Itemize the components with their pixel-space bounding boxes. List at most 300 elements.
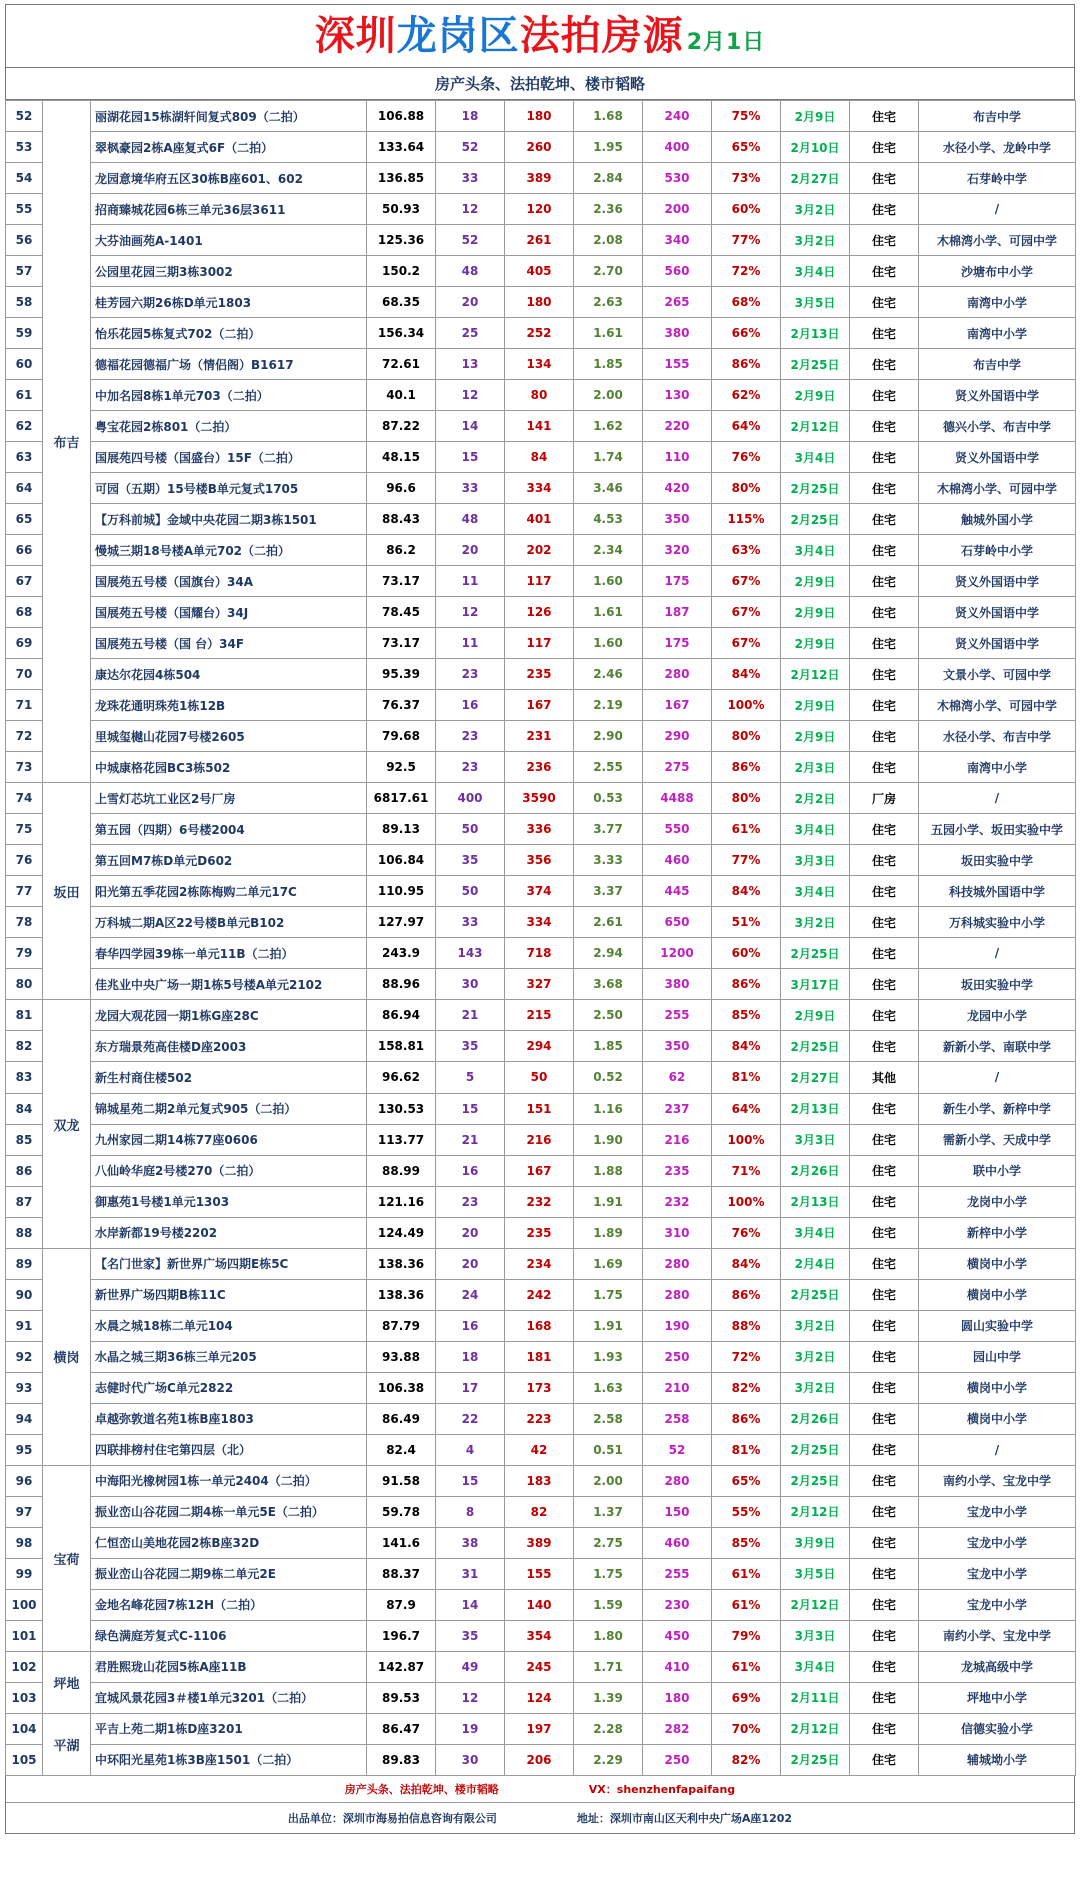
property-name: 慢城三期18号楼A单元702（二拍） [91, 535, 367, 566]
discount-ratio: 67% [712, 628, 781, 659]
area: 133.64 [367, 132, 436, 163]
starting-price: 126 [505, 597, 574, 628]
bidder-count: 52 [436, 225, 505, 256]
auction-date: 3月2日 [781, 194, 850, 225]
auction-date: 2月25日 [781, 1279, 850, 1310]
school-district: 水径小学、布吉中学 [919, 721, 1076, 752]
bidder-count: 30 [436, 969, 505, 1000]
bidder-count: 8 [436, 1496, 505, 1527]
discount-ratio: 64% [712, 1093, 781, 1124]
school-district: 需新小学、天成中学 [919, 1124, 1076, 1155]
discount-ratio: 71% [712, 1155, 781, 1186]
school-district: 新梓中小学 [919, 1217, 1076, 1248]
property-name: 佳兆业中央广场一期1栋5号楼A单元2102 [91, 969, 367, 1000]
appraised-value: 420 [643, 473, 712, 504]
school-district: 南约小学、宝龙中学 [919, 1465, 1076, 1496]
footer-slogan-row [6, 1776, 1074, 1803]
starting-price: 124 [505, 1682, 574, 1713]
row-number: 100 [6, 1589, 43, 1620]
property-name: 东方瑞景苑高佳楼D座2003 [91, 1031, 367, 1062]
appraised-value: 240 [643, 101, 712, 132]
table-row [6, 1248, 1076, 1279]
appraised-value: 220 [643, 411, 712, 442]
school-district: 坂田实验中学 [919, 969, 1076, 1000]
discount-ratio: 61% [712, 1558, 781, 1589]
appraised-value: 110 [643, 442, 712, 473]
unit-price: 0.51 [574, 1434, 643, 1465]
row-number: 71 [6, 690, 43, 721]
starting-price: 235 [505, 1217, 574, 1248]
appraised-value: 350 [643, 504, 712, 535]
unit-price: 1.39 [574, 1682, 643, 1713]
row-number: 69 [6, 628, 43, 659]
bidder-count: 400 [436, 783, 505, 814]
property-name: 君胜熙珑山花园5栋A座11B [91, 1651, 367, 1682]
starting-price: 356 [505, 845, 574, 876]
property-name: 丽湖花园15栋湖轩间复式809（二拍） [91, 101, 367, 132]
property-name: 阳光第五季花园2栋陈梅购二单元17C [91, 876, 367, 907]
starting-price: 389 [505, 163, 574, 194]
starting-price: 374 [505, 876, 574, 907]
table-row [6, 1217, 1076, 1248]
unit-price: 2.28 [574, 1713, 643, 1744]
property-type: 住宅 [850, 1093, 919, 1124]
unit-price: 1.16 [574, 1093, 643, 1124]
unit-price: 2.08 [574, 225, 643, 256]
property-name: 公园里花园三期3栋3002 [91, 256, 367, 287]
area: 76.37 [367, 690, 436, 721]
school-district: 万科城实验中小学 [919, 907, 1076, 938]
bidder-count: 13 [436, 349, 505, 380]
row-number: 62 [6, 411, 43, 442]
starting-price: 389 [505, 1527, 574, 1558]
district-cell: 横岗 [43, 1248, 91, 1465]
auction-date: 2月27日 [781, 1062, 850, 1093]
appraised-value: 175 [643, 566, 712, 597]
discount-ratio: 67% [712, 597, 781, 628]
unit-price: 1.80 [574, 1620, 643, 1651]
row-number: 87 [6, 1186, 43, 1217]
auction-date: 2月10日 [781, 132, 850, 163]
unit-price: 2.50 [574, 1000, 643, 1031]
starting-price: 235 [505, 659, 574, 690]
auction-date: 2月25日 [781, 938, 850, 969]
school-district: 南湾中小学 [919, 752, 1076, 783]
discount-ratio: 70% [712, 1713, 781, 1744]
property-type: 住宅 [850, 318, 919, 349]
page-subtitle: 房产头条、法拍乾坤、楼市韬略 [5, 68, 1075, 100]
auction-date: 3月4日 [781, 442, 850, 473]
property-type: 住宅 [850, 163, 919, 194]
property-name: 国展苑四号楼（国盛台）15F（二拍） [91, 442, 367, 473]
row-number: 95 [6, 1434, 43, 1465]
area: 196.7 [367, 1620, 436, 1651]
auction-date: 2月9日 [781, 380, 850, 411]
table-row [6, 194, 1076, 225]
bidder-count: 48 [436, 504, 505, 535]
bidder-count: 33 [436, 163, 505, 194]
property-name: 上雪灯芯坑工业区2号厂房 [91, 783, 367, 814]
row-number: 99 [6, 1558, 43, 1589]
school-district: 龙园中小学 [919, 1000, 1076, 1031]
starting-price: 117 [505, 628, 574, 659]
footer-wechat: VX：shenzhenfapaifang [588, 1782, 736, 1796]
table-row [6, 628, 1076, 659]
auction-date: 2月9日 [781, 628, 850, 659]
table-row [6, 349, 1076, 380]
discount-ratio: 77% [712, 225, 781, 256]
unit-price: 0.52 [574, 1062, 643, 1093]
unit-price: 2.63 [574, 287, 643, 318]
school-district: 龙岗中小学 [919, 1186, 1076, 1217]
auction-date: 2月12日 [781, 1496, 850, 1527]
property-type: 住宅 [850, 101, 919, 132]
row-number: 54 [6, 163, 43, 194]
property-name: 【名门世家】新世界广场四期E栋5C [91, 1248, 367, 1279]
property-type: 住宅 [850, 132, 919, 163]
bidder-count: 18 [436, 1341, 505, 1372]
area: 243.9 [367, 938, 436, 969]
starting-price: 206 [505, 1744, 574, 1775]
property-name: 仁恒峦山美地花园2栋B座32D [91, 1527, 367, 1558]
row-number: 79 [6, 938, 43, 969]
school-district: 宝龙中小学 [919, 1496, 1076, 1527]
property-type: 住宅 [850, 628, 919, 659]
auction-date: 2月12日 [781, 1589, 850, 1620]
table-row [6, 473, 1076, 504]
appraised-value: 180 [643, 1682, 712, 1713]
unit-price: 1.91 [574, 1186, 643, 1217]
starting-price: 84 [505, 442, 574, 473]
starting-price: 183 [505, 1465, 574, 1496]
bidder-count: 23 [436, 1186, 505, 1217]
property-name: 龙园大观花园一期1栋G座28C [91, 1000, 367, 1031]
row-number: 92 [6, 1341, 43, 1372]
property-name: 怡乐花园5栋复式702（二拍） [91, 318, 367, 349]
school-district: 联中小学 [919, 1155, 1076, 1186]
property-type: 住宅 [850, 473, 919, 504]
unit-price: 1.60 [574, 566, 643, 597]
row-number: 84 [6, 1093, 43, 1124]
table-row [6, 1403, 1076, 1434]
discount-ratio: 84% [712, 1248, 781, 1279]
starting-price: 202 [505, 535, 574, 566]
table-row [6, 287, 1076, 318]
row-number: 60 [6, 349, 43, 380]
unit-price: 2.29 [574, 1744, 643, 1775]
unit-price: 2.84 [574, 163, 643, 194]
unit-price: 1.85 [574, 349, 643, 380]
row-number: 68 [6, 597, 43, 628]
bidder-count: 20 [436, 287, 505, 318]
unit-price: 3.68 [574, 969, 643, 1000]
area: 50.93 [367, 194, 436, 225]
discount-ratio: 84% [712, 1031, 781, 1062]
discount-ratio: 66% [712, 318, 781, 349]
property-type: 住宅 [850, 380, 919, 411]
unit-price: 1.37 [574, 1496, 643, 1527]
unit-price: 1.63 [574, 1372, 643, 1403]
auction-date: 3月2日 [781, 225, 850, 256]
auction-date: 2月3日 [781, 752, 850, 783]
property-type: 住宅 [850, 938, 919, 969]
area: 130.53 [367, 1093, 436, 1124]
auction-date: 3月5日 [781, 287, 850, 318]
district-cell: 双龙 [43, 1000, 91, 1248]
starting-price: 42 [505, 1434, 574, 1465]
appraised-value: 187 [643, 597, 712, 628]
bidder-count: 14 [436, 1589, 505, 1620]
school-district: 南湾中小学 [919, 318, 1076, 349]
area: 89.13 [367, 814, 436, 845]
appraised-value: 280 [643, 1248, 712, 1279]
starting-price: 120 [505, 194, 574, 225]
bidder-count: 11 [436, 628, 505, 659]
table-row [6, 845, 1076, 876]
row-number: 83 [6, 1062, 43, 1093]
property-type: 住宅 [850, 287, 919, 318]
unit-price: 1.90 [574, 1124, 643, 1155]
property-type: 住宅 [850, 504, 919, 535]
auction-date: 3月4日 [781, 256, 850, 287]
unit-price: 1.93 [574, 1341, 643, 1372]
starting-price: 327 [505, 969, 574, 1000]
auction-date: 2月9日 [781, 101, 850, 132]
property-type: 住宅 [850, 535, 919, 566]
property-name: 中海阳光橡树园1栋一单元2404（二拍） [91, 1465, 367, 1496]
auction-date: 2月11日 [781, 1682, 850, 1713]
bidder-count: 35 [436, 845, 505, 876]
table-row [6, 1341, 1076, 1372]
area: 68.35 [367, 287, 436, 318]
starting-price: 180 [505, 287, 574, 318]
school-district: 贤义外国语中学 [919, 566, 1076, 597]
property-type: 住宅 [850, 1372, 919, 1403]
school-district: / [919, 938, 1076, 969]
auction-date: 2月26日 [781, 1403, 850, 1434]
unit-price: 2.55 [574, 752, 643, 783]
unit-price: 1.91 [574, 1310, 643, 1341]
area: 127.97 [367, 907, 436, 938]
school-district: 科技城外国语中学 [919, 876, 1076, 907]
bidder-count: 12 [436, 597, 505, 628]
listing-table-body [6, 101, 1076, 1776]
row-number: 88 [6, 1217, 43, 1248]
appraised-value: 320 [643, 535, 712, 566]
school-district: 新新小学、南联中学 [919, 1031, 1076, 1062]
school-district: / [919, 783, 1076, 814]
property-name: 振业峦山谷花园二期9栋二单元2E [91, 1558, 367, 1589]
area: 106.38 [367, 1372, 436, 1403]
unit-price: 1.85 [574, 1031, 643, 1062]
table-row [6, 163, 1076, 194]
bidder-count: 50 [436, 876, 505, 907]
auction-date: 3月4日 [781, 1217, 850, 1248]
area: 121.16 [367, 1186, 436, 1217]
property-name: 翠枫豪园2栋A座复式6F（二拍） [91, 132, 367, 163]
school-district: 石芽岭中学 [919, 163, 1076, 194]
area: 158.81 [367, 1031, 436, 1062]
school-district: 水径小学、龙岭中学 [919, 132, 1076, 163]
discount-ratio: 55% [712, 1496, 781, 1527]
unit-price: 2.34 [574, 535, 643, 566]
area: 48.15 [367, 442, 436, 473]
discount-ratio: 86% [712, 752, 781, 783]
property-name: 中城康格花园BC3栋502 [91, 752, 367, 783]
starting-price: 168 [505, 1310, 574, 1341]
row-number: 75 [6, 814, 43, 845]
discount-ratio: 86% [712, 969, 781, 1000]
area: 86.49 [367, 1403, 436, 1434]
table-row [6, 101, 1076, 132]
bidder-count: 16 [436, 1310, 505, 1341]
bidder-count: 21 [436, 1124, 505, 1155]
discount-ratio: 73% [712, 163, 781, 194]
table-row [6, 1434, 1076, 1465]
bidder-count: 12 [436, 380, 505, 411]
appraised-value: 130 [643, 380, 712, 411]
unit-price: 1.88 [574, 1155, 643, 1186]
school-district: 宝龙中小学 [919, 1558, 1076, 1589]
property-name: 第五园（四期）6号楼2004 [91, 814, 367, 845]
area: 125.36 [367, 225, 436, 256]
auction-date: 2月25日 [781, 1465, 850, 1496]
row-number: 56 [6, 225, 43, 256]
auction-date: 2月26日 [781, 1155, 850, 1186]
property-type: 住宅 [850, 1155, 919, 1186]
starting-price: 232 [505, 1186, 574, 1217]
table-row [6, 535, 1076, 566]
area: 78.45 [367, 597, 436, 628]
discount-ratio: 84% [712, 659, 781, 690]
table-row [6, 1372, 1076, 1403]
starting-price: 294 [505, 1031, 574, 1062]
property-name: 锦城星苑二期2单元复式905（二拍） [91, 1093, 367, 1124]
auction-date: 2月25日 [781, 504, 850, 535]
bidder-count: 16 [436, 1155, 505, 1186]
discount-ratio: 84% [712, 876, 781, 907]
auction-date: 3月3日 [781, 1620, 850, 1651]
property-type: 住宅 [850, 1558, 919, 1589]
area: 88.96 [367, 969, 436, 1000]
unit-price: 1.74 [574, 442, 643, 473]
area: 141.6 [367, 1527, 436, 1558]
table-row [6, 1527, 1076, 1558]
row-number: 72 [6, 721, 43, 752]
row-number: 74 [6, 783, 43, 814]
unit-price: 2.70 [574, 256, 643, 287]
property-name: 水晨之城18栋二单元104 [91, 1310, 367, 1341]
appraised-value: 650 [643, 907, 712, 938]
starting-price: 151 [505, 1093, 574, 1124]
property-name: 九州家园二期14栋77座0606 [91, 1124, 367, 1155]
appraised-value: 175 [643, 628, 712, 659]
unit-price: 1.69 [574, 1248, 643, 1279]
starting-price: 180 [505, 101, 574, 132]
unit-price: 3.33 [574, 845, 643, 876]
area: 106.84 [367, 845, 436, 876]
row-number: 63 [6, 442, 43, 473]
bidder-count: 14 [436, 411, 505, 442]
auction-date: 2月13日 [781, 1093, 850, 1124]
row-number: 98 [6, 1527, 43, 1558]
bidder-count: 25 [436, 318, 505, 349]
district-cell: 坪地 [43, 1651, 91, 1713]
table-row [6, 1124, 1076, 1155]
property-name: 可园（五期）15号楼B单元复式1705 [91, 473, 367, 504]
property-name: 春华四学园39栋一单元11B（二拍） [91, 938, 367, 969]
property-type: 住宅 [850, 1620, 919, 1651]
table-row [6, 597, 1076, 628]
starting-price: 336 [505, 814, 574, 845]
unit-price: 3.77 [574, 814, 643, 845]
property-name: 国展苑五号楼（国旗台）34A [91, 566, 367, 597]
unit-price: 2.58 [574, 1403, 643, 1434]
row-number: 57 [6, 256, 43, 287]
district-cell: 宝荷 [43, 1465, 91, 1651]
property-type: 住宅 [850, 1589, 919, 1620]
bidder-count: 22 [436, 1403, 505, 1434]
starting-price: 215 [505, 1000, 574, 1031]
row-number: 52 [6, 101, 43, 132]
table-row [6, 752, 1076, 783]
area: 138.36 [367, 1279, 436, 1310]
bidder-count: 31 [436, 1558, 505, 1589]
school-district: 龙城高级中学 [919, 1651, 1076, 1682]
appraised-value: 282 [643, 1713, 712, 1744]
unit-price: 1.71 [574, 1651, 643, 1682]
table-row [6, 659, 1076, 690]
auction-date: 2月25日 [781, 1031, 850, 1062]
auction-date: 2月2日 [781, 783, 850, 814]
bidder-count: 23 [436, 659, 505, 690]
property-name: 卓越弥敦道名苑1栋B座1803 [91, 1403, 367, 1434]
property-type: 住宅 [850, 1124, 919, 1155]
row-number: 61 [6, 380, 43, 411]
discount-ratio: 72% [712, 256, 781, 287]
property-name: 水岸新都19号楼2202 [91, 1217, 367, 1248]
appraised-value: 210 [643, 1372, 712, 1403]
table-row [6, 1682, 1076, 1713]
bidder-count: 50 [436, 814, 505, 845]
auction-date: 3月2日 [781, 1372, 850, 1403]
auction-date: 3月9日 [781, 1527, 850, 1558]
row-number: 76 [6, 845, 43, 876]
property-type: 住宅 [850, 876, 919, 907]
property-type: 厂房 [850, 783, 919, 814]
appraised-value: 460 [643, 1527, 712, 1558]
area: 93.88 [367, 1341, 436, 1372]
unit-price: 1.68 [574, 101, 643, 132]
area: 82.4 [367, 1434, 436, 1465]
table-row [6, 1000, 1076, 1031]
starting-price: 260 [505, 132, 574, 163]
property-name: 水晶之城三期36栋三单元205 [91, 1341, 367, 1372]
discount-ratio: 75% [712, 101, 781, 132]
property-name: 【万科前城】金域中央花园二期3栋1501 [91, 504, 367, 535]
bidder-count: 15 [436, 442, 505, 473]
auction-date: 3月3日 [781, 845, 850, 876]
table-row [6, 969, 1076, 1000]
school-district: 沙塘布中小学 [919, 256, 1076, 287]
row-number: 66 [6, 535, 43, 566]
area: 87.79 [367, 1310, 436, 1341]
property-name: 四联排榜村住宅第四层（北） [91, 1434, 367, 1465]
area: 136.85 [367, 163, 436, 194]
property-name: 第五回M7栋D单元D602 [91, 845, 367, 876]
area: 86.2 [367, 535, 436, 566]
appraised-value: 310 [643, 1217, 712, 1248]
